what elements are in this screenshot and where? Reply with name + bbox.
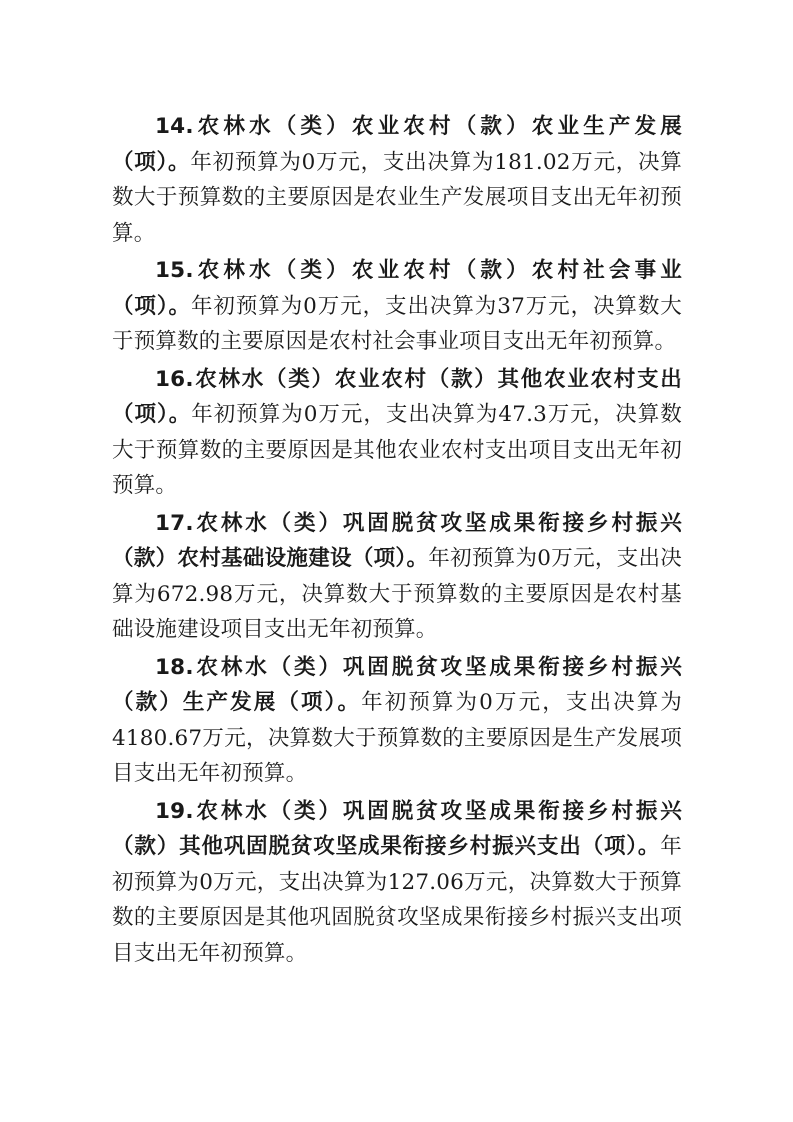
- paragraph-19: [112, 794, 682, 972]
- document-page: [112, 109, 682, 971]
- paragraph-16: [112, 362, 682, 504]
- paragraph-body: 年初预算为0万元，支出决算为672.98万元，决算数大于预算数的主要原因是农村基础设施建设项目支出无年初预算。: [112, 546, 682, 642]
- paragraph-heading: 19.农林水（类）巩固脱贫攻坚成果衔接乡村振兴（款）其他巩固脱贫攻坚成果衔接乡村振兴支出（项）。: [112, 798, 682, 859]
- paragraph-body: 年初预算为0万元，支出决算为4180.67万元，决算数大于预算数的主要原因是生产发展项目支出无年初预算。: [112, 690, 683, 786]
- paragraph-15: [112, 253, 682, 360]
- paragraph-heading: 14.农林水（类）农业农村（款）农业生产发展（项）。: [112, 114, 682, 175]
- paragraph-heading: 18.农林水（类）巩固脱贫攻坚成果衔接乡村振兴（款）生产发展（项）。: [112, 654, 682, 715]
- paragraph-body: 年初预算为0万元，支出决算为127.06万元，决算数大于预算数的主要原因是其他巩固脱贫攻坚成果衔接乡村振兴支出项目支出无年初预算。: [112, 834, 682, 966]
- paragraph-heading: 15.农林水（类）农业农村（款）农村社会事业（项）。: [112, 258, 682, 319]
- paragraph-body: 年初预算为0万元，支出决算为47.3万元，决算数大于预算数的主要原因是其他农业农村支出项目支出无年初预算。: [112, 402, 682, 498]
- paragraph-body: 年初预算为0万元，支出决算为181.02万元，决算数大于预算数的主要原因是农业生产发展项目支出无年初预算。: [112, 149, 682, 246]
- paragraph-heading: 16.农林水（类）农业农村（款）其他农业农村支出（项）。: [112, 366, 682, 427]
- paragraph-17: [112, 506, 682, 648]
- paragraph-14: [112, 109, 682, 251]
- paragraph-heading: 17.农林水（类）巩固脱贫攻坚成果衔接乡村振兴（款）农村基础设施建设（项）。: [112, 510, 682, 571]
- paragraph-body: 年初预算为0万元，支出决算为37万元，决算数大于预算数的主要原因是农村社会事业项目支出无年初预算。: [112, 293, 682, 354]
- paragraph-18: [112, 650, 682, 792]
